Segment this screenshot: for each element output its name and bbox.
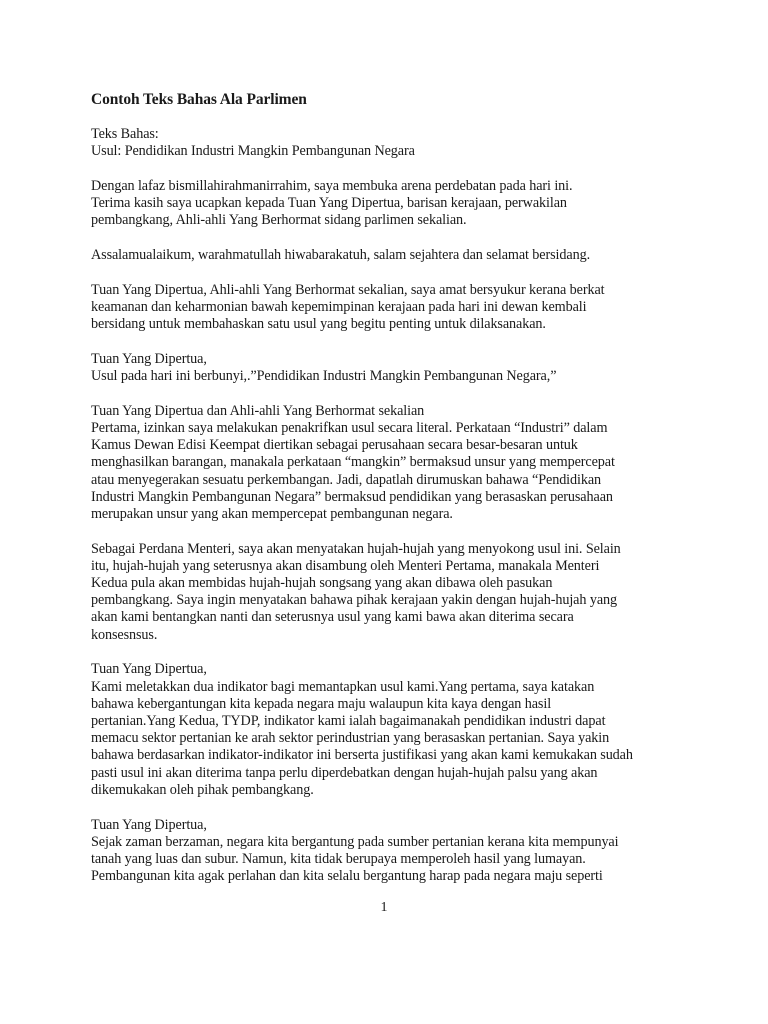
- text-line: dikemukakan oleh pihak pembangkang.: [91, 781, 314, 798]
- paragraph-motion: [91, 351, 691, 385]
- text-line: Kedua pula akan membidas hujah-hujah songsang yang akan dibawa oleh pasukan: [91, 575, 553, 592]
- text-line: merupakan unsur yang akan mempercepat pembangunan negara.: [91, 505, 453, 522]
- text-line: Tuan Yang Dipertua, Ahli-ahli Yang Berhormat sekalian, saya amat bersyukur kerana berkat: [91, 281, 605, 298]
- text-line: akan kami bentangkan nanti dan seterusnya usul yang kami bawa akan diterima secara: [91, 609, 574, 626]
- paragraph-opening: [91, 178, 691, 230]
- document-title: Contoh Teks Bahas Ala Parlimen: [91, 91, 307, 108]
- text-line: itu, hujah-hujah yang seterusnya akan disambung oleh Menteri Pertama, manakala Menteri: [91, 557, 600, 574]
- text-line: Dengan lafaz bismillahirahmanirrahim, saya membuka arena perdebatan pada hari ini.: [91, 177, 573, 194]
- text-line: bahawa kebergantungan kita kepada negara maju walaupun kita kaya dengan hasil: [91, 695, 552, 712]
- text-line: Sejak zaman berzaman, negara kita bergantung pada sumber pertanian kerana kita mempunyai: [91, 833, 619, 850]
- text-line: bersidang untuk membahaskan satu usul yang begitu penting untuk dilaksanakan.: [91, 316, 546, 333]
- text-line: Usul: Pendidikan Industri Mangkin Pembangunan Negara: [91, 143, 415, 160]
- paragraph-agriculture: [91, 817, 691, 886]
- text-line: Tuan Yang Dipertua,: [91, 816, 207, 833]
- text-line: memacu sektor pertanian ke arah sektor perindustrian yang berasaskan pertanian. Saya yakin: [91, 730, 610, 747]
- text-line: Pertama, izinkan saya melakukan penakrifkan usul secara literal. Perkataan “Industri” dalam: [91, 419, 608, 436]
- text-line: Assalamualaikum, warahmatullah hiwabarakatuh, salam sejahtera dan selamat bersidang.: [91, 247, 591, 264]
- text-line: menghasilkan barangan, manakala perkataan “mangkin” bermaksud unsur yang mempercepat: [91, 454, 615, 471]
- text-line: pembangkang, Ahli-ahli Yang Berhormat sidang parlimen sekalian.: [91, 212, 467, 229]
- paragraph-gratitude: [91, 282, 691, 334]
- text-line: Terima kasih saya ucapkan kepada Tuan Yang Dipertua, barisan kerajaan, perwakilan: [91, 195, 567, 212]
- text-line: tanah yang luas dan subur. Namun, kita tidak berupaya memperoleh hasil yang lumayan.: [91, 850, 586, 867]
- paragraph-usul: [91, 126, 691, 160]
- text-line: Tuan Yang Dipertua dan Ahli-ahli Yang Berhormat sekalian: [91, 402, 425, 419]
- text-line: atau menyegerakan sesuatu perkembangan. Jadi, dapatlah dirumuskan bahawa “Pendidikan: [91, 471, 602, 488]
- text-line: Kamus Dewan Edisi Keempat diertikan sebagai perusahaan secara besar-besaran untuk: [91, 437, 578, 454]
- document-body: [91, 90, 691, 903]
- text-line: konsesnsus.: [91, 626, 158, 643]
- text-line: Kami meletakkan dua indikator bagi memantapkan usul kami.Yang pertama, saya katakan: [91, 678, 595, 695]
- text-line: Tuan Yang Dipertua,: [91, 661, 207, 678]
- paragraph-prime-minister: [91, 541, 691, 644]
- page-number: 1: [380, 900, 388, 915]
- text-line: Sebagai Perdana Menteri, saya akan menyatakan hujah-hujah yang menyokong usul ini. Selain: [91, 540, 621, 557]
- text-line: Teks Bahas:: [91, 126, 159, 142]
- text-line: keamanan dan keharmonian bawah kepemimpinan kerajaan pada hari ini dewan kembali: [91, 298, 587, 315]
- text-line: bahawa berdasarkan indikator-indikator ini berserta justifikasi yang akan kami kemukakan sudah: [91, 747, 633, 764]
- paragraph-definition: [91, 403, 691, 523]
- text-line: pertanian.Yang Kedua, TYDP, indikator kami ialah bagaimanakah pendidikan industri dapat: [91, 712, 606, 729]
- text-line: Pembangunan kita agak perlahan dan kita selalu bergantung harap pada negara maju seperti: [91, 868, 603, 885]
- text-line: pembangkang. Saya ingin menyatakan bahawa pihak kerajaan yakin dengan hujah-hujah yang: [91, 592, 618, 609]
- paragraph-indicators: [91, 661, 691, 799]
- text-line: Tuan Yang Dipertua,: [91, 350, 207, 367]
- text-line: Usul pada hari ini berbunyi,.”Pendidikan Industri Mangkin Pembangunan Negara,”: [91, 368, 557, 385]
- text-line: Industri Mangkin Pembangunan Negara” bermaksud pendidikan yang berasaskan perusahaan: [91, 488, 613, 505]
- paragraph-greeting: [91, 247, 691, 264]
- text-line: pasti usul ini akan diterima tanpa perlu diperdebatkan dengan hujah-hujah palsu yang akan: [91, 764, 598, 781]
